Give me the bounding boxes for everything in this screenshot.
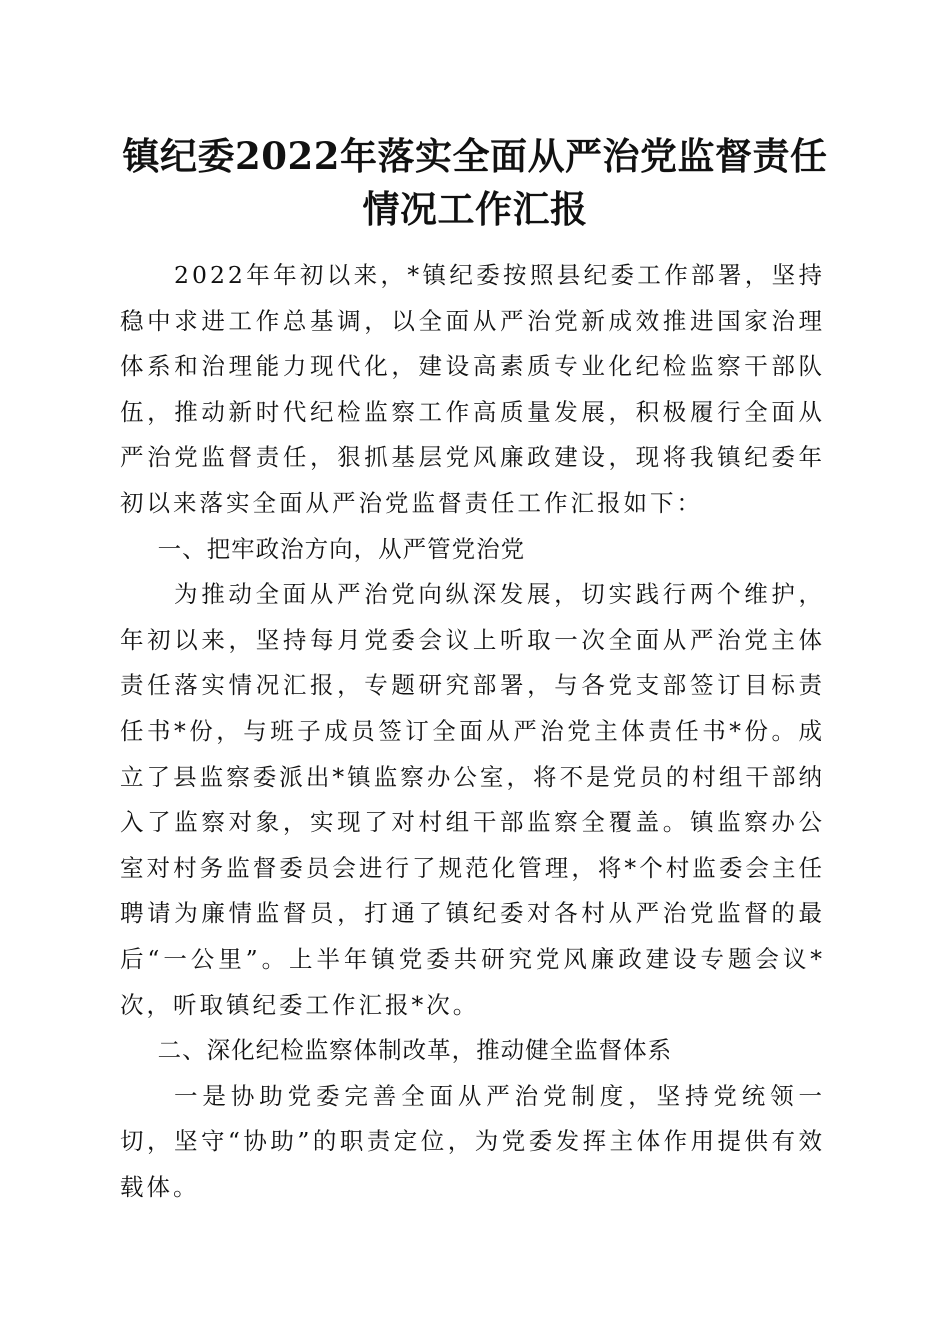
document-body xyxy=(120,253,825,1210)
section-2-heading: 二、深化纪检监察体制改革，推动健全监督体系 xyxy=(157,1036,673,1065)
section-2-paragraph: 一是协助党委完善全面从严治党制度，坚持党统领一切，坚守“协助”的职责定位，为党委发挥主体作用提供有效载体。 xyxy=(120,1081,825,1201)
section-1-heading: 一、把牢政治方向，从严管党治党 xyxy=(157,534,526,563)
document-title: 镇纪委2022年落实全面从严治党监督责任情况工作汇报 xyxy=(122,134,828,231)
intro-paragraph: 2022年年初以来，*镇纪委按照县纪委工作部署，坚持稳中求进工作总基调，以全面从严治党新成效推进国家治理体系和治理能力现代化，建设高素质专业化纪检监察干部队伍，推动新时代纪检监察工作高质量发展，积极履行全面从严治党监督责任，狠抓基层党风廉政建设，现将我镇纪委年初以来落实全面从严治党监督责任工作汇报如下： xyxy=(120,261,825,517)
section-1-paragraph: 为推动全面从严治党向纵深发展，切实践行两个维护，年初以来，坚持每月党委会议上听取一次全面从严治党主体责任落实情况汇报，专题研究部署，与各党支部签订目标责任书*份，与班子成员签订全面从严治党主体责任书*份。成立了县监察委派出*镇监察办公室，将不是党员的村组干部纳入了监察对象，实现了对村组干部监察全覆盖。镇监察办公室对村务监督委员会进行了规范化管理，将*个村监委会主任聘请为廉情监督员，打通了镇纪委对各村从严治党监督的最后“一公里”。上半年镇党委共研究党风廉政建设专题会议*次，听取镇纪委工作汇报*次。 xyxy=(120,580,825,1019)
